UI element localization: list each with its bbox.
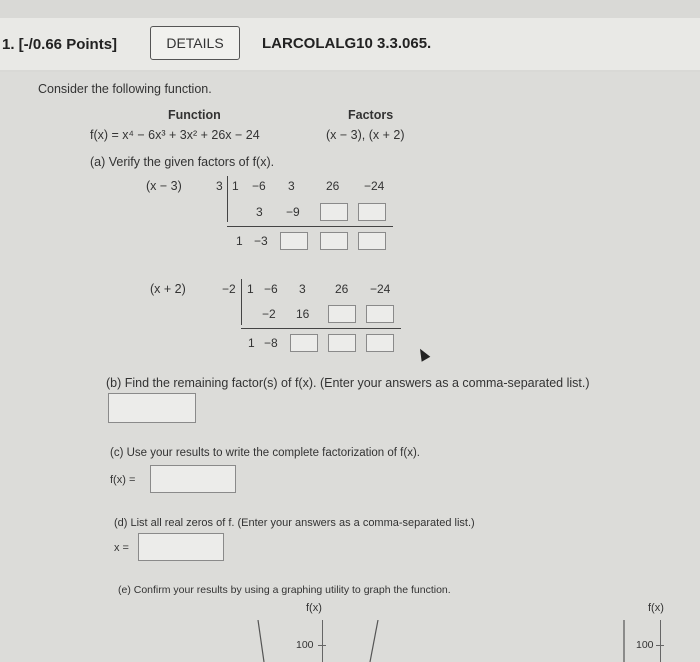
div2-coef: −6	[264, 282, 278, 296]
factorization-input[interactable]	[150, 465, 236, 493]
part-e-prompt: (e) Confirm your results by using a graphing utility to graph the function.	[118, 584, 451, 596]
mouse-cursor-icon	[416, 346, 431, 361]
graph1-ylabel: f(x)	[306, 602, 322, 614]
factors-header: Factors	[348, 108, 394, 122]
div1-row3-input[interactable]	[320, 232, 348, 250]
function-header: Function	[168, 108, 221, 122]
div1-row2-input[interactable]	[358, 203, 386, 221]
factors-expression: (x − 3), (x + 2)	[326, 128, 405, 142]
graph1-tick-label: 100	[296, 639, 314, 651]
div2-row3-input[interactable]	[328, 334, 356, 352]
div1-row3-input[interactable]	[280, 232, 308, 250]
div1-underline	[227, 226, 393, 227]
div1-row3-input[interactable]	[358, 232, 386, 250]
intro-text: Consider the following function.	[38, 82, 212, 96]
question-header	[0, 18, 700, 70]
div1-coef: 3	[288, 179, 295, 193]
div2-row2-input[interactable]	[366, 305, 394, 323]
div2-underline	[241, 328, 401, 329]
div1-coef: −6	[252, 179, 266, 193]
div2-coef: 1	[247, 282, 254, 296]
question-content	[0, 72, 700, 662]
div2-divisor: −2	[222, 282, 236, 296]
div1-row2-value: 3	[256, 205, 263, 219]
div1-factor: (x − 3)	[146, 179, 182, 193]
div1-coef: 26	[326, 179, 340, 193]
div2-coef: 3	[299, 282, 306, 296]
question-id: LARCOLALG10 3.3.065.	[262, 35, 432, 52]
div1-coef: 1	[232, 179, 239, 193]
graph2-tick	[656, 645, 664, 646]
div1-bracket	[227, 176, 228, 222]
part-d-label: x =	[114, 542, 129, 554]
div2-coef: −24	[370, 282, 391, 296]
function-expression: f(x) = x⁴ − 6x³ + 3x² + 26x − 24	[90, 128, 260, 142]
details-button[interactable]: DETAILS	[150, 26, 240, 60]
div2-coef: 26	[335, 282, 349, 296]
div1-row3-value: 1	[236, 234, 243, 248]
div2-factor: (x + 2)	[150, 282, 186, 296]
part-b-prompt: (b) Find the remaining factor(s) of f(x). (Enter your answers as a comma-separated list.)	[106, 376, 590, 390]
part-d-prompt: (d) List all real zeros of f. (Enter your answers as a comma-separated list.)	[114, 517, 475, 529]
part-c-label: f(x) =	[110, 474, 136, 486]
question-number: 1. [-/0.66 Points]	[2, 36, 118, 53]
div2-row2-value: 16	[296, 307, 310, 321]
div1-row2-value: −9	[286, 205, 300, 219]
zeros-input[interactable]	[138, 533, 224, 561]
div2-bracket	[241, 279, 242, 325]
part-c-prompt: (c) Use your results to write the complete factorization of f(x).	[110, 447, 420, 459]
graph2-ylabel: f(x)	[648, 602, 664, 614]
div2-row3-value: −8	[264, 336, 278, 350]
div2-row3-value: 1	[248, 336, 255, 350]
remaining-factors-input[interactable]	[108, 393, 196, 423]
div2-row2-input[interactable]	[328, 305, 356, 323]
div1-row2-input[interactable]	[320, 203, 348, 221]
graph1-curve	[250, 620, 390, 662]
part-a-prompt: (a) Verify the given factors of f(x).	[90, 155, 275, 169]
graph2-curve	[614, 620, 634, 662]
div1-row3-value: −3	[254, 234, 268, 248]
div2-row3-input[interactable]	[290, 334, 318, 352]
div2-row3-input[interactable]	[366, 334, 394, 352]
div2-row2-value: −2	[262, 307, 276, 321]
div1-divisor: 3	[216, 179, 223, 193]
graph2-y-axis	[660, 620, 661, 662]
graph2-tick-label: 100	[636, 639, 654, 651]
div1-coef: −24	[364, 179, 385, 193]
